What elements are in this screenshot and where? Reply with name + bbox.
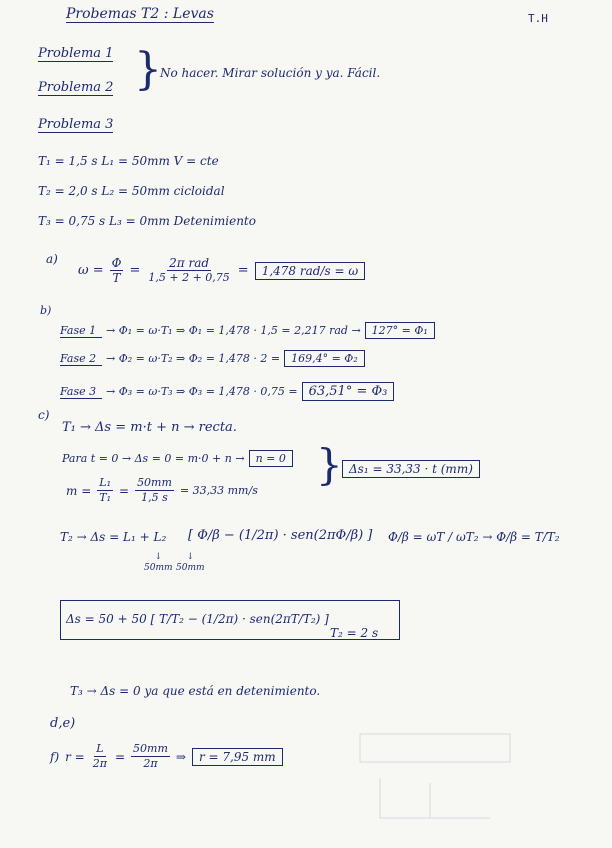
t2-sub-2: ↓ 50mm: [176, 552, 205, 573]
t2-prefix: T₂ → Δs = L₁ + L₂: [60, 530, 167, 544]
phi-over-t: [110, 256, 124, 285]
phase-3-label: Fase 3: [60, 385, 102, 399]
ratio-line: Φ/β = ωT / ωT₂ → Φ/β = T/T₂: [388, 530, 560, 544]
phase-2-box: 169,4° = Φ₂: [284, 350, 365, 367]
n-box: n = 0: [249, 450, 293, 467]
c-curly-brace: }: [316, 440, 343, 489]
phase-3-box: 63,51° = Φ₃: [302, 382, 395, 401]
data-row-1: T₁ = 1,5 s L₁ = 50mm V = cte: [38, 154, 219, 168]
s1-result-box: Δs₁ = 33,33 · t (mm): [342, 460, 480, 478]
part-f-equation: [50, 742, 283, 771]
frac-den: T: [112, 271, 121, 285]
phase-2-row: [60, 350, 365, 367]
problem-1-heading: Problema 1: [38, 46, 114, 61]
page-label: T.H: [528, 12, 548, 25]
m-lhs: m =: [66, 483, 92, 498]
frac-num: 50mm: [133, 742, 168, 755]
phase-1-label: Fase 1: [60, 324, 102, 338]
t2-sub-1-text: 50mm: [144, 563, 173, 573]
phase-1-row: [60, 322, 435, 339]
frac-num: 2π rad: [169, 256, 210, 270]
r-eq: =: [114, 749, 126, 764]
m-fraction: [97, 476, 113, 505]
frac-num: L₁: [99, 476, 111, 489]
phase-1-expr: → Φ₁ = ω·T₁ ⇒ Φ₁ = 1,478 · 1,5 = 2,217 rad →: [106, 324, 361, 337]
curly-brace: }: [134, 44, 162, 95]
r-fraction: [91, 742, 109, 771]
final-formula: Δs = 50 + 50 [ T/T₂ − (1/2π) · sen(2πT/T₂) ]: [66, 612, 329, 626]
frac-num: L: [96, 742, 104, 755]
part-a-equation: ω = $\frac{\Phi}{T}$ = $\frac{\text{2π rad}}{1,5 + 2 + 0,75}$ = 1,478 rad/s = ω: [78, 256, 365, 285]
part-a-label: a): [46, 252, 58, 266]
bleed-through-marks: [340, 728, 570, 828]
frac-den: 2π: [143, 757, 158, 770]
page-title: Probemas T2 : Levas: [66, 6, 214, 22]
r-arrow: ⇒: [175, 749, 186, 764]
r-fraction-2: [131, 742, 170, 771]
problems-note: No hacer. Mirar solución y ya. Fácil.: [160, 66, 381, 80]
phase-2-expr: → Φ₂ = ω·T₂ ⇒ Φ₂ = 1,478 · 2 =: [106, 352, 281, 365]
part-de-label: d,e): [50, 716, 76, 731]
t2-sub-1: ↓ 50mm: [144, 552, 173, 573]
r-lhs: r =: [65, 749, 85, 764]
problem-2-heading: Problema 2: [38, 80, 114, 95]
frac-num: Φ: [111, 256, 122, 270]
m-equation: [66, 476, 258, 505]
part-c-label: c): [38, 408, 50, 422]
data-row-3: T₃ = 0,75 s L₃ = 0mm Detenimiento: [38, 214, 256, 228]
omega-result-box: 1,478 rad/s = ω: [255, 262, 365, 280]
omega-lhs: ω =: [78, 263, 104, 278]
phase-3-expr: → Φ₃ = ω·T₃ ⇒ Φ₃ = 1,478 · 0,75 =: [106, 385, 298, 398]
data-row-2: T₂ = 2,0 s L₂ = 50mm cicloidal: [38, 184, 225, 198]
phase-2-label: Fase 2: [60, 352, 102, 366]
frac-den: T₁: [99, 491, 111, 504]
m-eq: =: [119, 483, 130, 498]
t2-bracket: [ Φ/β − (1/2π) · sen(2πΦ/β) ]: [188, 528, 373, 543]
problem-3-heading: Problema 3: [38, 117, 114, 132]
para-line: [62, 450, 293, 467]
t1-line: T₁ → Δs = m·t + n → recta.: [62, 420, 237, 435]
frac-den: 2π: [92, 757, 107, 770]
frac-num: 50mm: [137, 476, 172, 489]
m-result: = 33,33 mm/s: [179, 484, 258, 497]
r-result-box: r = 7,95 mm: [192, 748, 283, 766]
phase-1-box: 127° = Φ₁: [365, 322, 435, 339]
t2-sub-2-text: 50mm: [176, 563, 205, 573]
phase-3-row: [60, 382, 394, 401]
two-pi-fraction: [146, 256, 231, 285]
frac-den: 1,5 s: [141, 491, 168, 504]
frac-den: 1,5 + 2 + 0,75: [148, 271, 230, 284]
t3-line: T₃ → Δs = 0 ya que está en detenimiento.: [70, 684, 321, 698]
para-text: Para t = 0 → Δs = 0 = m·0 + n →: [62, 452, 245, 465]
part-f-label: f): [50, 749, 60, 764]
part-b-label: b): [40, 304, 52, 317]
m-fraction-2: [135, 476, 174, 505]
final-t2: T₂ = 2 s: [330, 626, 379, 640]
